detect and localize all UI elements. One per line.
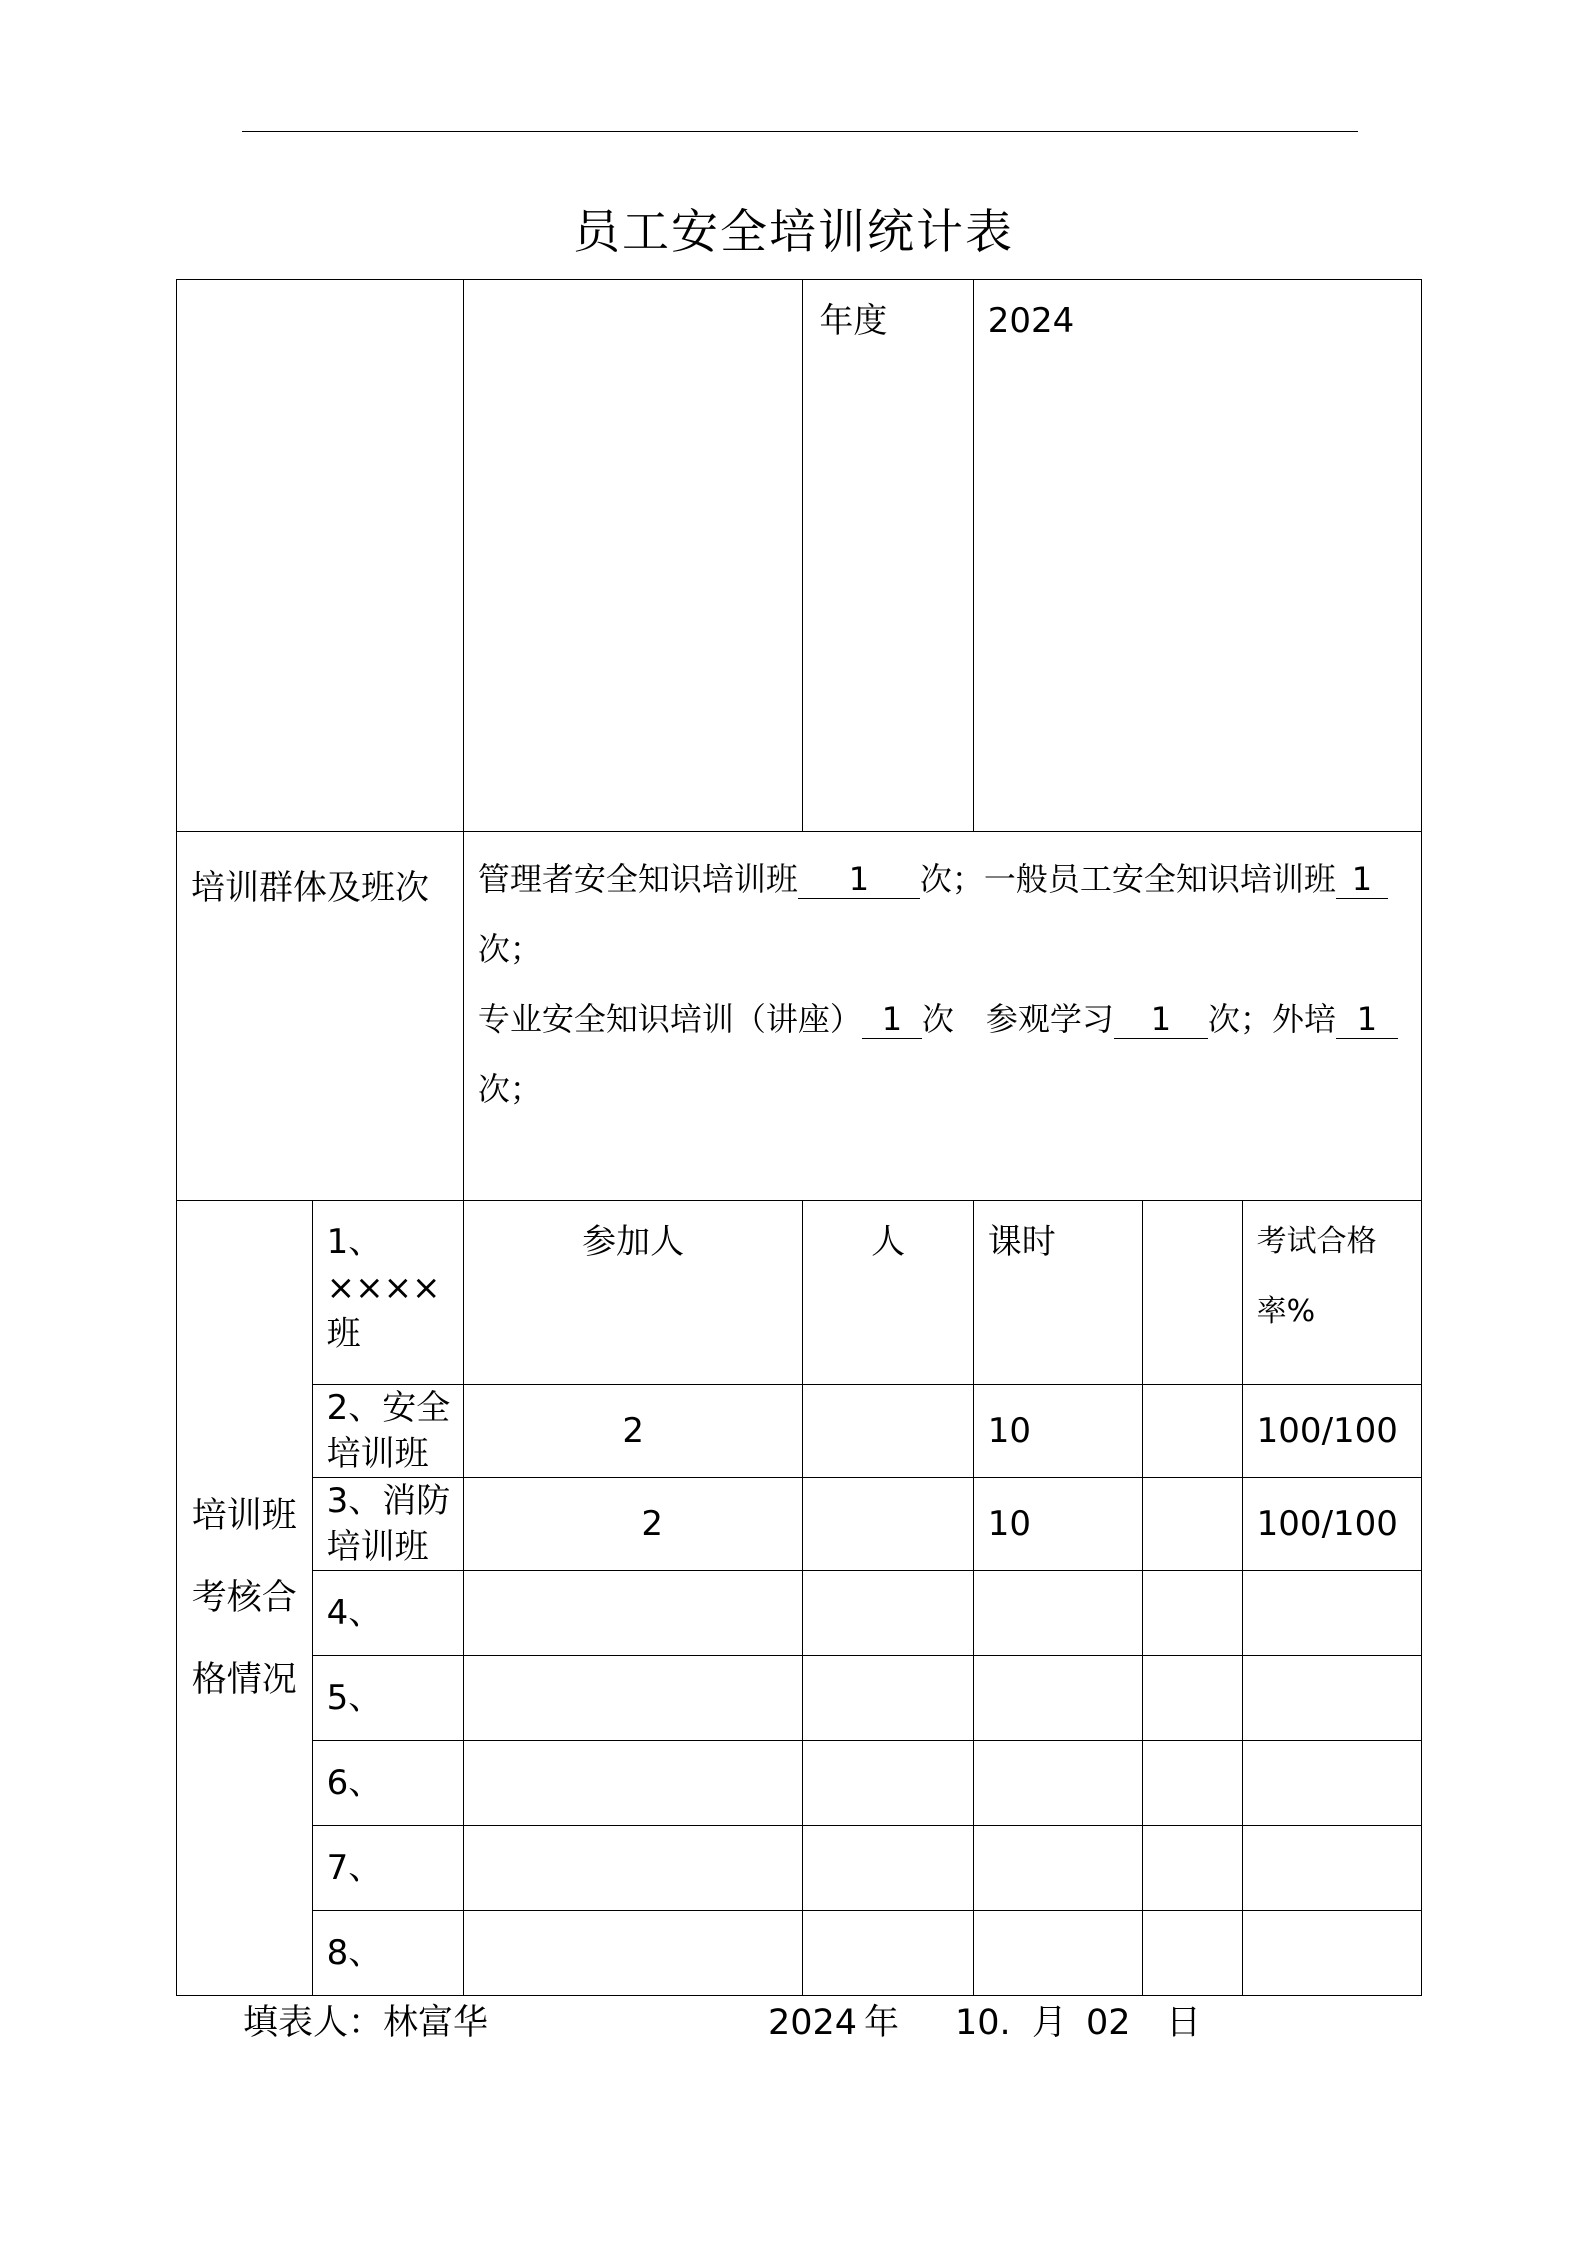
hours-value <box>973 1826 1142 1911</box>
blank-cell <box>1142 1911 1242 1996</box>
groups-row <box>177 832 1422 1201</box>
groups-line-3 <box>478 984 1409 1054</box>
visit-count: 1 <box>1114 1000 1208 1039</box>
pass-rate-value <box>1242 1911 1421 1996</box>
table-row <box>177 1478 1422 1571</box>
table-row <box>177 1656 1422 1741</box>
hours-header: 课时 <box>973 1201 1142 1385</box>
pass-rate-value: 100/100 <box>1242 1478 1421 1571</box>
year-label: 年度 <box>803 280 973 832</box>
class-name: 5、 <box>312 1656 463 1741</box>
participants-count <box>463 1911 803 1996</box>
table-row <box>177 1741 1422 1826</box>
groups-line-1 <box>478 844 1409 914</box>
date-day-unit: 日 <box>1166 2003 1202 2043</box>
date-month: 10. <box>955 2003 1011 2043</box>
pass-rate-value <box>1242 1826 1421 1911</box>
blank-cell <box>1142 1826 1242 1911</box>
groups-line-2 <box>478 914 1409 984</box>
general-training-count: 1 <box>1336 860 1388 899</box>
blank-cell <box>1142 1478 1242 1571</box>
separator: ； <box>951 860 984 898</box>
class-name: 7、 <box>312 1826 463 1911</box>
blank-cell <box>803 1656 973 1741</box>
class-name: 4、 <box>312 1571 463 1656</box>
header-rule <box>242 131 1358 132</box>
times-unit: 次 <box>477 1070 510 1108</box>
blank-cell <box>803 1571 973 1656</box>
blank-cell <box>803 1385 973 1478</box>
date-day: 02 <box>1086 2003 1131 2043</box>
blank-cell <box>1142 1656 1242 1741</box>
participants-count <box>463 1571 803 1656</box>
blank-cell <box>1142 1385 1242 1478</box>
blank-cell <box>803 1478 973 1571</box>
separator: ； <box>509 1070 542 1108</box>
times-unit: 次 <box>919 860 952 898</box>
blank-cell <box>803 1911 973 1996</box>
mgmt-training-count: 1 <box>798 860 920 899</box>
date-year: 2024 <box>768 2003 858 2043</box>
year-row <box>177 280 1422 832</box>
person-unit-header: 人 <box>803 1201 973 1385</box>
pro-training-label: 专业安全知识培训（讲座） <box>477 1000 862 1038</box>
blank-cell <box>177 280 464 832</box>
class-name: 2、安全培训班 <box>312 1385 463 1478</box>
external-label: 外培 <box>1271 1000 1336 1038</box>
year-value: 2024 <box>973 280 1421 832</box>
hours-value <box>973 1911 1142 1996</box>
pass-rate-header: 考试合格率% <box>1242 1201 1421 1385</box>
groups-line-4 <box>478 1054 1409 1124</box>
footer <box>0 1998 1587 2048</box>
hours-value <box>973 1656 1142 1741</box>
class-header: 1、××××班 <box>312 1201 463 1385</box>
blank-cell <box>463 280 803 832</box>
table-row <box>177 1571 1422 1656</box>
participants-count <box>463 1826 803 1911</box>
table-row <box>177 1911 1422 1996</box>
class-name: 6、 <box>312 1741 463 1826</box>
participants-count <box>463 1741 803 1826</box>
external-count: 1 <box>1336 1000 1398 1039</box>
blank-cell <box>1142 1571 1242 1656</box>
blank-cell <box>1142 1741 1242 1826</box>
general-training-label: 一般员工安全知识培训班 <box>983 860 1336 898</box>
hours-value: 10 <box>973 1478 1142 1571</box>
participants-header: 参加人 <box>463 1201 803 1385</box>
times-unit: 次 <box>1207 1000 1240 1038</box>
times-unit: 次 <box>477 930 510 968</box>
hours-value <box>973 1571 1142 1656</box>
pass-rate-value <box>1242 1741 1421 1826</box>
pro-training-count: 1 <box>862 1000 922 1039</box>
times-unit: 次 <box>921 1000 954 1038</box>
table-row <box>177 1826 1422 1911</box>
date-year-unit: 年 <box>864 2003 900 2043</box>
pass-rate-value <box>1242 1571 1421 1656</box>
pass-rate-value: 100/100 <box>1242 1385 1421 1478</box>
training-stats-table <box>176 279 1422 1996</box>
separator: ； <box>509 930 542 968</box>
exam-side-label: 培训班考核合格情况 <box>177 1201 313 1996</box>
blank-cell <box>803 1741 973 1826</box>
date-month-unit: 月 <box>1032 2003 1068 2043</box>
table-row <box>177 1385 1422 1478</box>
hours-value <box>973 1741 1142 1826</box>
separator: ； <box>1239 1000 1272 1038</box>
groups-label: 培训群体及班次 <box>177 832 464 1201</box>
filler-name: 填表人：林富华 <box>243 2003 489 2043</box>
mgmt-training-label: 管理者安全知识培训班 <box>477 860 798 898</box>
participants-count: 2 <box>463 1385 803 1478</box>
blank-cell <box>1142 1201 1242 1385</box>
blank-cell <box>803 1826 973 1911</box>
page-title: 员工安全培训统计表 <box>573 205 1014 260</box>
class-name: 3、消防培训班 <box>312 1478 463 1571</box>
pass-rate-value <box>1242 1656 1421 1741</box>
participants-count <box>463 1656 803 1741</box>
hours-value: 10 <box>973 1385 1142 1478</box>
class-name: 8、 <box>312 1911 463 1996</box>
visit-label: 参观学习 <box>985 1000 1114 1038</box>
groups-content <box>463 832 1421 1201</box>
exam-header-row <box>177 1201 1422 1385</box>
participants-count: 2 <box>463 1478 803 1571</box>
